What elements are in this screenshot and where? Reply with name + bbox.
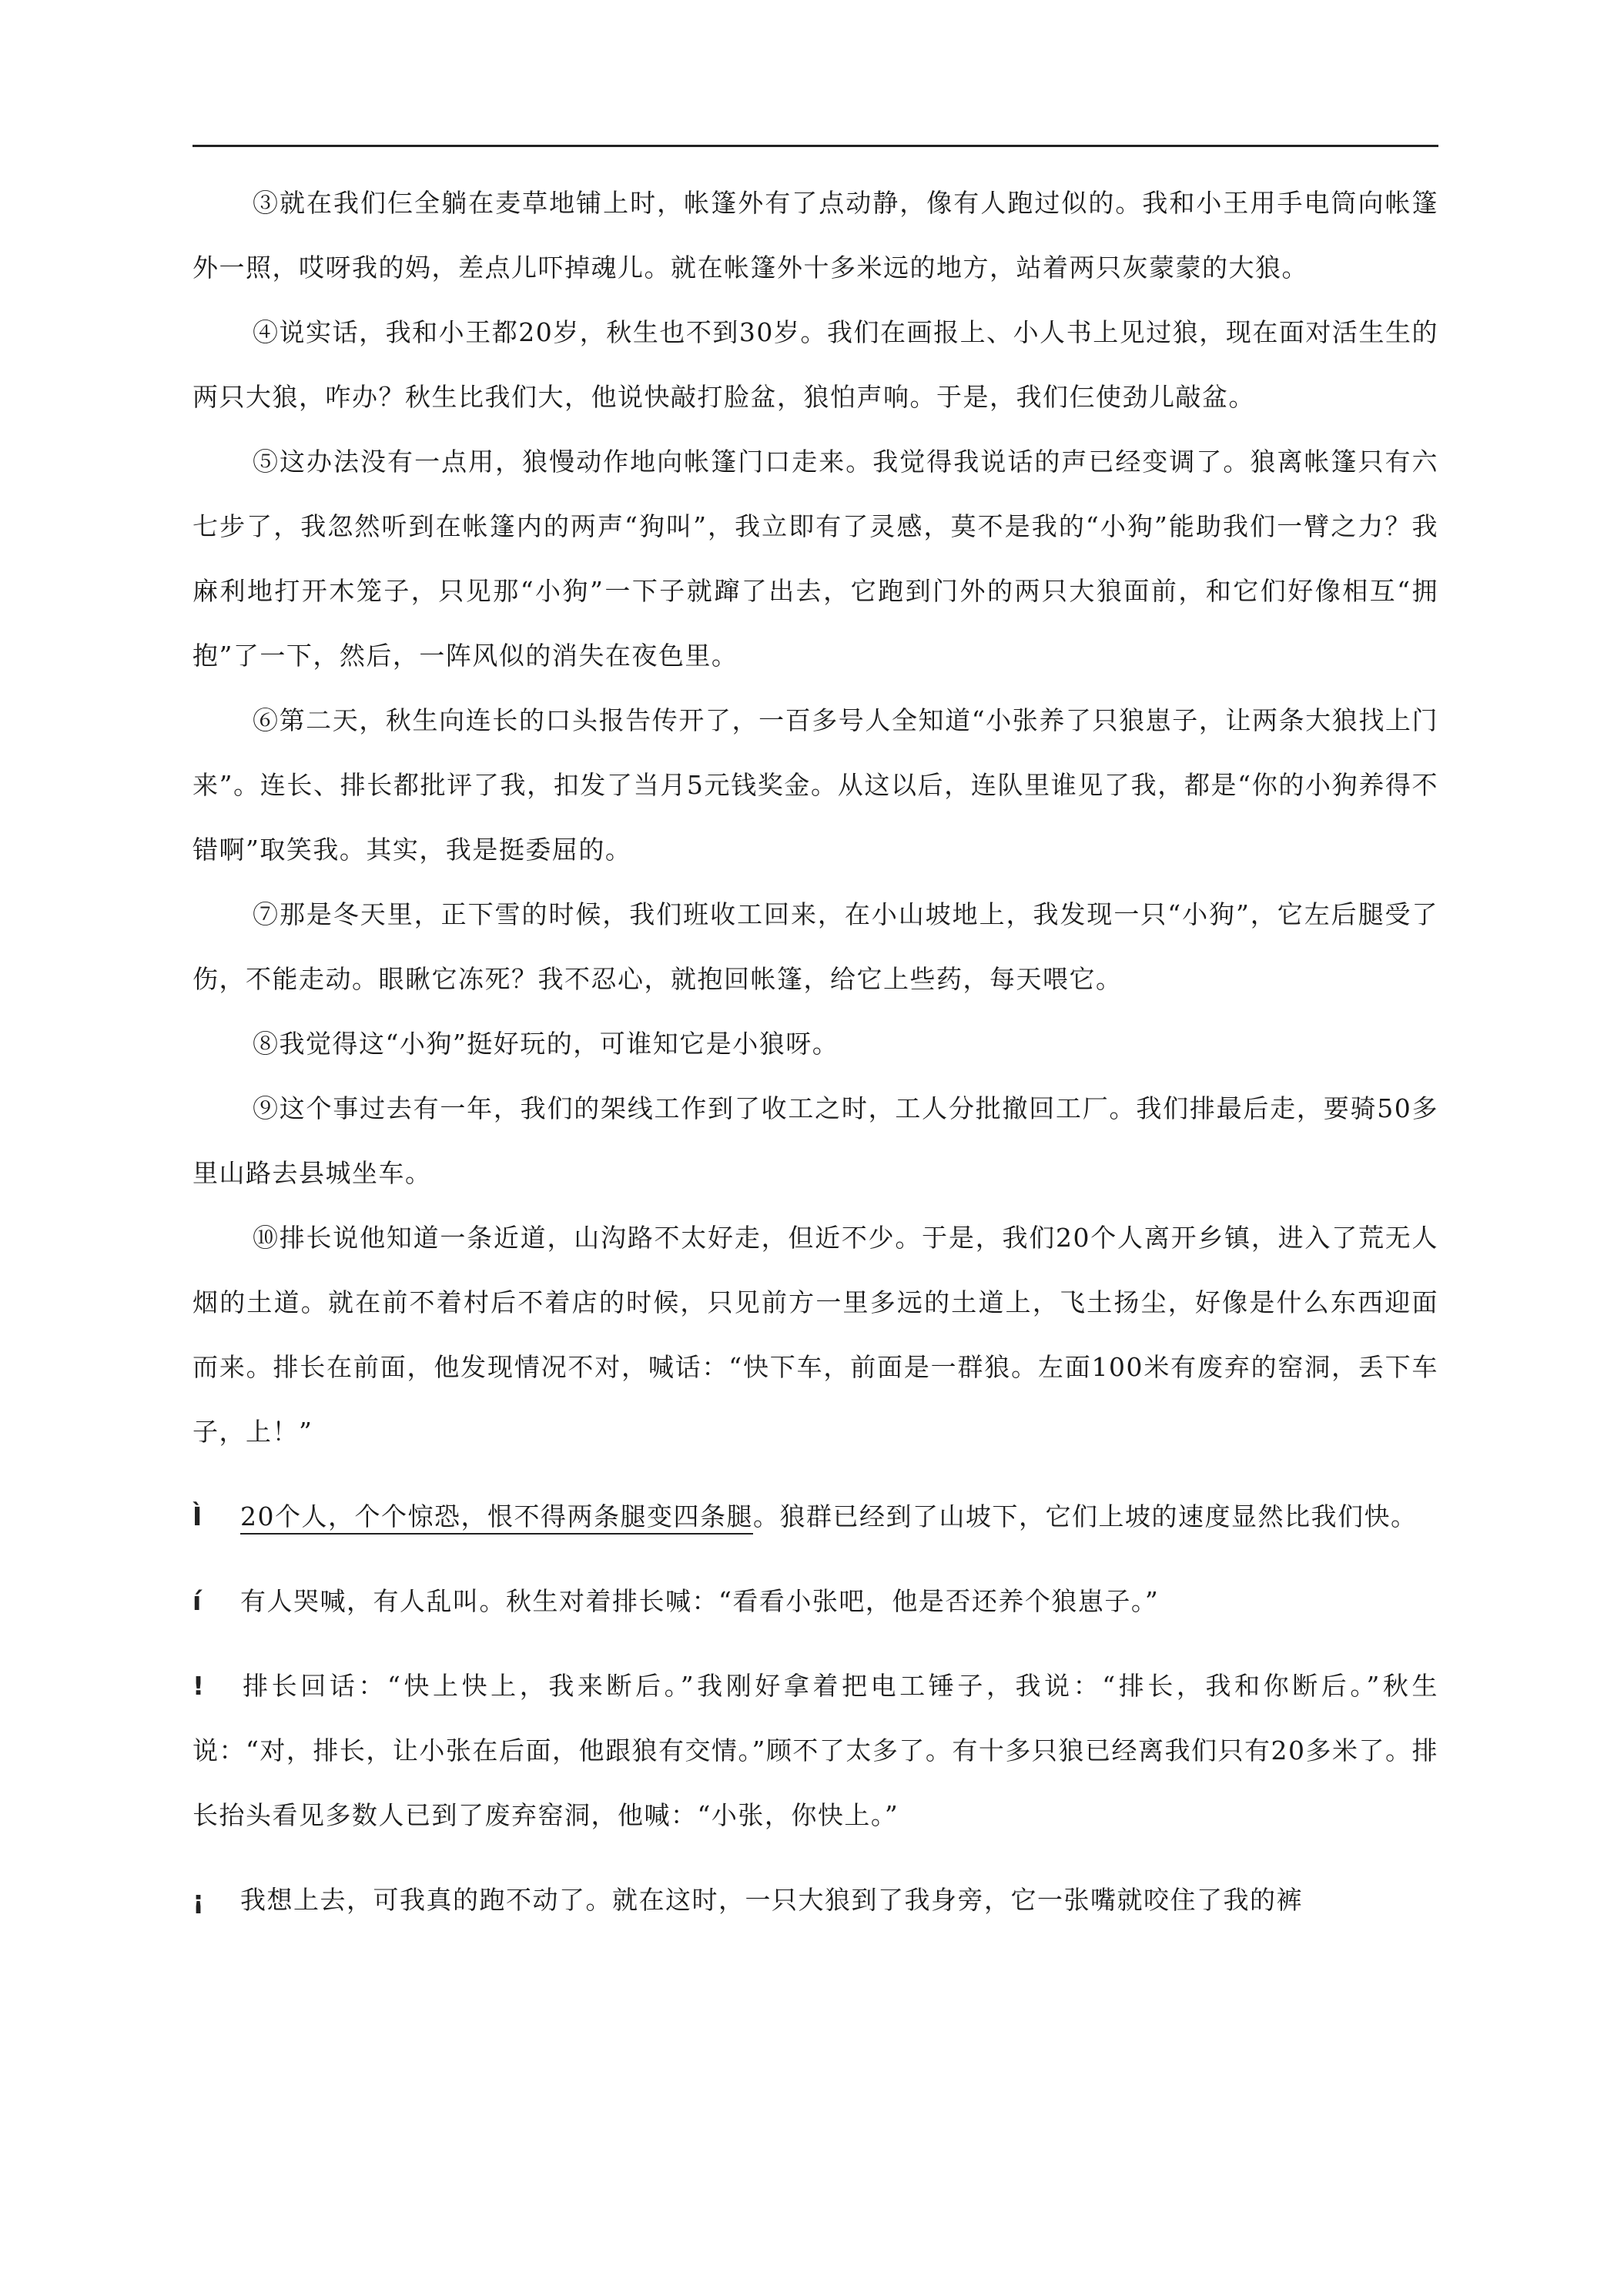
underlined-sentence: 20个人，个个惊恐，恨不得两条腿变四条腿 [240,1501,753,1535]
paragraph-marker: Ì [193,1501,203,1531]
paragraph-marker: ¡ [193,1885,206,1915]
paragraph-text: 我想上去，可我真的跑不动了。就在这时，一只大狼到了我身旁，它一张嘴就咬住了我的裤 [240,1885,1303,1915]
paragraph-11 [193,1484,1438,1549]
paragraph-10: ⑩排长说他知道一条近道，山沟路不太好走，但近不少。于是，我们20个人离开乡镇，进入了荒无人烟的土道。就在前不着村后不着店的时候，只见前方一里多远的土道上，飞土扬尘，好像是什么东西迎面而来。排长在前面，他发现情况不对，喊话：“快下车，前面是一群狼。左面100米有废弃的窑洞，丢下车子，上！” [193,1223,1438,1447]
paragraph-5: ⑤这办法没有一点用，狼慢动作地向帐篷门口走来。我觉得我说话的声已经变调了。狼离帐篷只有六七步了，我忽然听到在帐篷内的两声“狗叫”，我立即有了灵感，莫不是我的“小狗”能助我们一臂之力？我麻利地打开木笼子，只见那“小狗”一下子就蹿了出去，它跑到门外的两只大狼面前，和它们好像相互“拥抱”了一下，然后，一阵风似的消失在夜色里。 [193,447,1438,671]
paragraph-text: 有人哭喊，有人乱叫。秋生对着排长喊：“看看小张吧，他是否还养个狼崽子。” [240,1586,1160,1616]
paragraph-12 [193,1569,1438,1634]
paragraph-9: ⑨这个事过去有一年，我们的架线工作到了收工之时，工人分批撤回工厂。我们排最后走，要骑50多里山路去县城坐车。 [193,1093,1438,1188]
paragraph-text: 。狼群已经到了山坡下，它们上坡的速度显然比我们快。 [753,1501,1418,1531]
paragraph-marker: ! [193,1671,206,1701]
article-body [193,171,1438,1933]
paragraph-8: ⑧我觉得这“小狗”挺好玩的，可谁知它是小狼呀。 [253,1029,839,1059]
paragraph-6: ⑥第二天，秋生向连长的口头报告传开了，一百多号人全知道“小张养了只狼崽子，让两条大狼找上门来”。连长、排长都批评了我，扣发了当月5元钱奖金。从这以后，连队里谁见了我，都是“你的小狗养得不错啊”取笑我。其实，我是挺委屈的。 [193,705,1438,865]
header-rule [193,145,1438,147]
paragraph-marker: í [193,1586,203,1616]
paragraph-13 [193,1654,1438,1848]
paragraph-3: ③就在我们仨全躺在麦草地铺上时，帐篷外有了点动静，像有人跑过似的。我和小王用手电筒向帐篷外一照，哎呀我的妈，差点儿吓掉魂儿。就在帐篷外十多米远的地方，站着两只灰蒙蒙的大狼。 [193,188,1438,283]
paragraph-7: ⑦那是冬天里，正下雪的时候，我们班收工回来，在小山坡地上，我发现一只“小狗”，它左后腿受了伤，不能走动。眼瞅它冻死？我不忍心，就抱回帐篷，给它上些药，每天喂它。 [193,899,1438,994]
paragraph-text: 排长回话：“快上快上，我来断后。”我刚好拿着把电工锤子，我说：“排长，我和你断后。”秋生说：“对，排长，让小张在后面，他跟狼有交情。”顾不了太多了。有十多只狼已经离我们只有20多米了。排长抬头看见多数人已到了废弃窑洞，他喊：“小张，你快上。” [193,1671,1438,1830]
paragraph-4: ④说实话，我和小王都20岁，秋生也不到30岁。我们在画报上、小人书上见过狼，现在面对活生生的两只大狼，咋办？秋生比我们大，他说快敲打脸盆，狼怕声响。于是，我们仨使劲儿敲盆。 [193,317,1438,412]
paragraph-14 [193,1868,1438,1933]
